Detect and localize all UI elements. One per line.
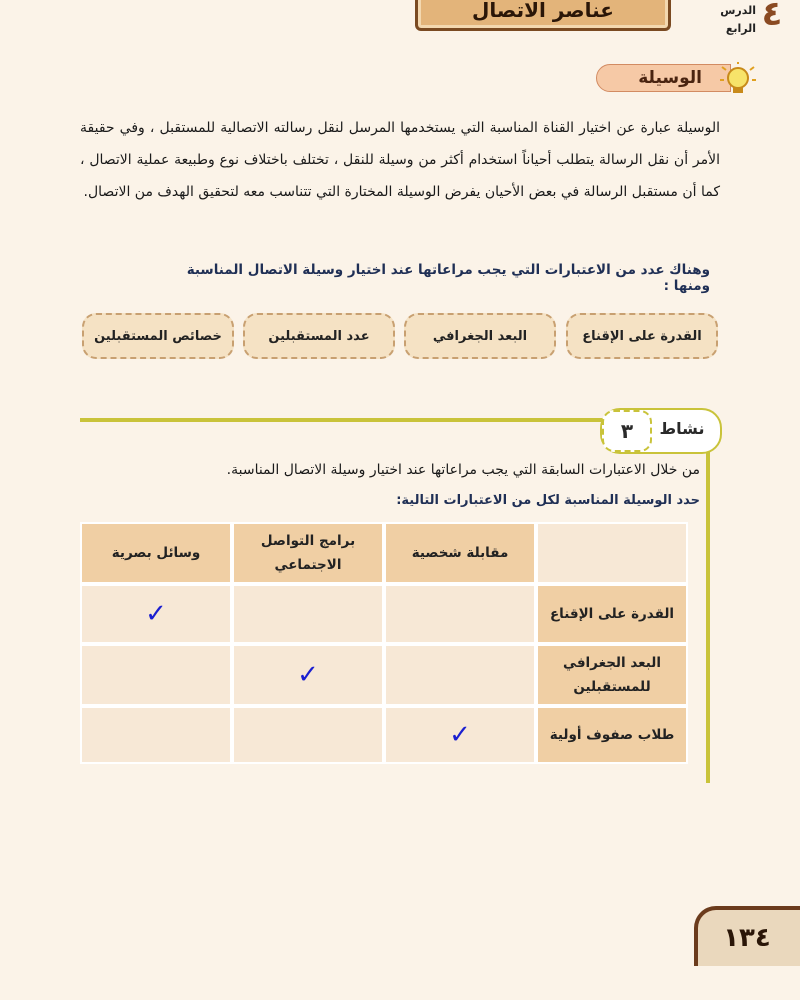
table-cell[interactable] [232,706,384,764]
table-cell[interactable] [80,584,232,644]
page-number [694,906,800,966]
consideration-label: القدرة على الإقناع [582,328,702,344]
considerations-intro: وهناك عدد من الاعتبارات التي يجب مراعاتها عند اختيار وسيلة الاتصال المناسبة ومنها : [186,262,710,294]
table-row-label-text: البعد الجغرافي للمستقبلين [563,655,661,695]
checkmark-icon: ✓ [449,720,471,750]
activity-instruction: من خلال الاعتبارات السابقة التي يجب مراعاتها عند اختيار وسيلة الاتصال المناسبة. [226,462,700,478]
table-header-cell [232,522,384,584]
activity-table [80,522,688,766]
table-cell[interactable] [384,584,536,644]
table-cell[interactable] [232,584,384,644]
checkmark-icon: ✓ [145,599,167,629]
consideration-label: البعد الجغرافي [432,328,528,344]
consideration-pill [404,313,556,359]
lesson-label [696,2,756,38]
table-corner-cell [536,522,688,584]
activity-number-badge [602,410,652,452]
lesson-title-text: عناصر الاتصال [472,0,614,22]
activity-task: حدد الوسيلة المناسبة لكل من الاعتبارات التالية: [396,493,700,508]
checkmark-icon: ✓ [297,660,319,690]
lesson-label-line2: الرابع [725,22,756,35]
section-heading-text: الوسيلة [638,68,702,88]
lesson-number: ٤ [761,0,783,34]
table-header-text: وسائل بصرية [111,545,201,561]
table-header-cell [80,522,232,584]
table-row-label [536,706,688,764]
table-row-label-text: القدرة على الإقناع [549,606,675,622]
consideration-label: خصائص المستقبلين [94,328,222,344]
consideration-pill [566,313,718,359]
consideration-pill [82,313,234,359]
table-cell[interactable] [80,644,232,706]
lightbulb-icon [716,62,756,96]
table-row-label [536,644,688,706]
lesson-title [415,0,671,31]
page-number-text: ١٣٤ [723,923,771,953]
section-heading [596,64,731,92]
table-header-cell [384,522,536,584]
activity-label: نشاط [659,419,705,438]
table-header-text: مقابلة شخصية [411,545,509,561]
table-cell[interactable] [80,706,232,764]
activity-side-rule [706,418,710,783]
table-header-text: برامج التواصل الاجتماعي [260,533,356,573]
table-cell[interactable] [384,706,536,764]
section-paragraph: الوسيلة عبارة عن اختيار القناة المناسبة التي يستخدمها المرسل لنقل رسالته الاتصالية للمستقبل ، وفي حقيقة الأمر أن نقل الرسالة يتطلب أحياناً استخدام أكثر من وسيلة للنقل ، تختلف باختلاف نوع وطبيعة عملية الاتصال ، كما أن مستقبل الرسالة في بعض الأحيان يفرض الوسيلة المختارة التي تتناسب معه لتحقيق الهدف من الاتصال. [80,120,720,200]
table-cell[interactable] [232,644,384,706]
table-row-label [536,584,688,644]
activity-number: ٣ [620,419,634,443]
consideration-label: عدد المستقبلين [268,328,370,344]
lesson-label-line1: الدرس [720,4,756,17]
table-cell[interactable] [384,644,536,706]
table-row-label-text: طلاب صفوف أولية [549,727,675,743]
consideration-pill [243,313,395,359]
